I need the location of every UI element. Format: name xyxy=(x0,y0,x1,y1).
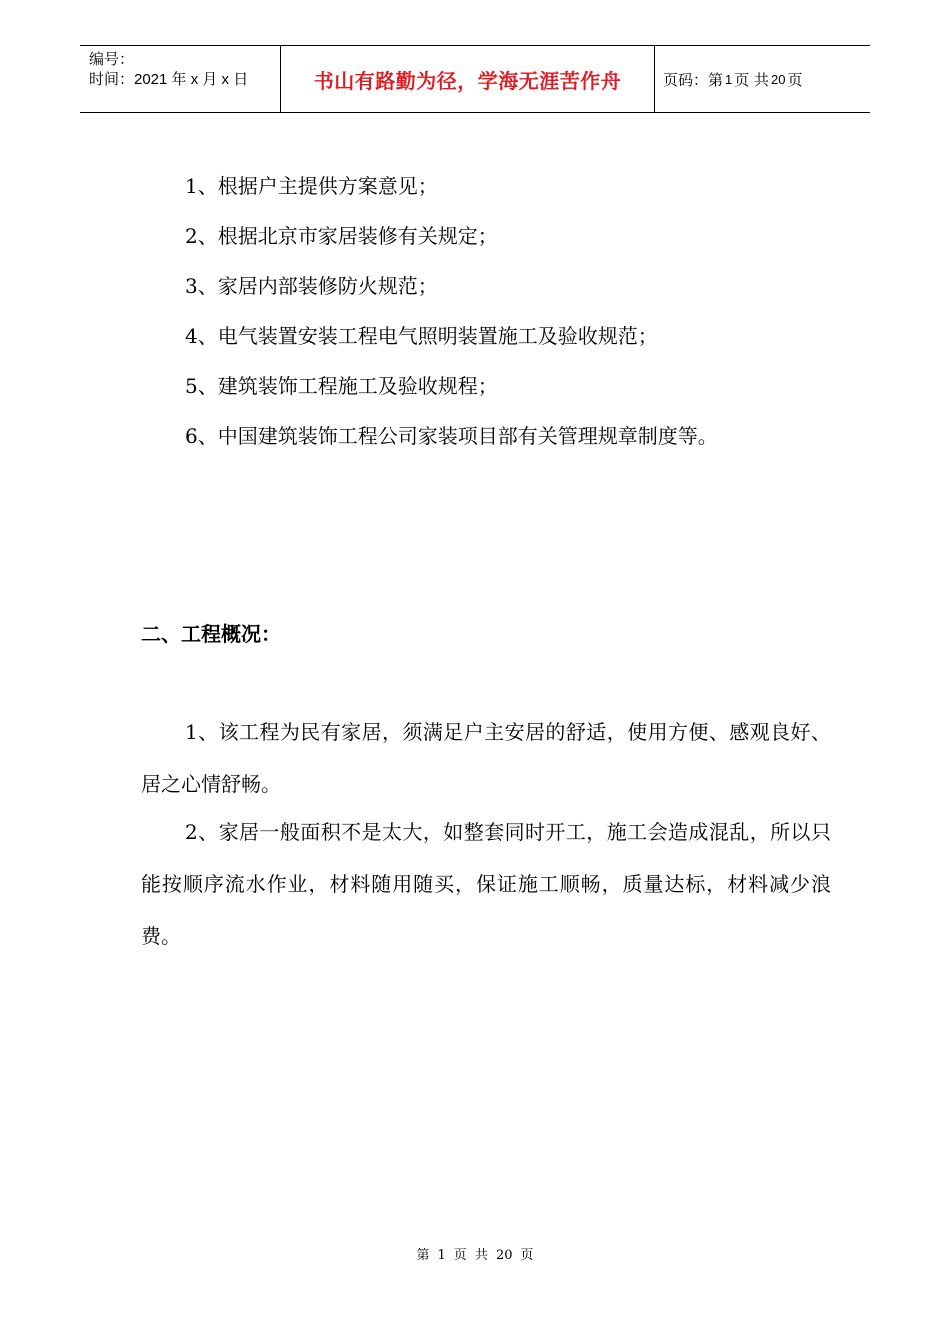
basis-list-item: 5、建筑装饰工程施工及验收规程； xyxy=(185,374,498,398)
header-meta xyxy=(80,46,281,112)
page-header xyxy=(80,45,870,113)
footer-prefix: 第 xyxy=(416,1248,430,1263)
basis-list-item: 6、中国建筑装饰工程公司家装项目部有关管理规章制度等。 xyxy=(185,424,718,448)
header-page-info xyxy=(655,46,870,112)
basis-list-item: 1、根据户主提供方案意见； xyxy=(185,174,438,198)
page-current-number: 1 xyxy=(725,71,733,87)
basis-list-item: 4、电气装置安装工程电气照明装置施工及验收规范； xyxy=(185,324,658,348)
overview-paragraph: 2、家居一般面积不是太大，如整套同时开工，施工会造成混乱，所以只能按顺序流水作业，材料随用随买，保证施工顺畅，质量达标，材料减少浪费。 xyxy=(141,820,831,948)
footer-mid: 页 共 xyxy=(453,1248,488,1263)
basis-list-item: 3、家居内部装修防火规范； xyxy=(185,274,438,298)
footer-suffix: 页 xyxy=(520,1248,534,1263)
page-label-prefix: 页码：第 xyxy=(663,70,724,89)
page-total-number: 20 xyxy=(771,71,786,87)
overview-paragraph: 1、该工程为民有家居，须满足户主安居的舒适，使用方便、感观良好、居之心情舒畅。 xyxy=(141,720,831,796)
page-label-suffix: 页 xyxy=(787,70,803,89)
section-heading: 二、工程概况： xyxy=(141,622,281,646)
header-motto: 书山有路勤为径，学海无涯苦作舟 xyxy=(281,46,655,112)
document-number-label: 编号： xyxy=(89,51,135,68)
page-footer xyxy=(0,1244,950,1263)
page-label-mid: 页 共 xyxy=(734,70,770,89)
footer-current-page: 1 xyxy=(437,1248,446,1263)
document-time-label: 时间：2021 年 x 月 x 日 xyxy=(89,71,249,88)
basis-list-item: 2、根据北京市家居装修有关规定； xyxy=(185,224,498,248)
footer-total-pages: 20 xyxy=(495,1248,513,1263)
